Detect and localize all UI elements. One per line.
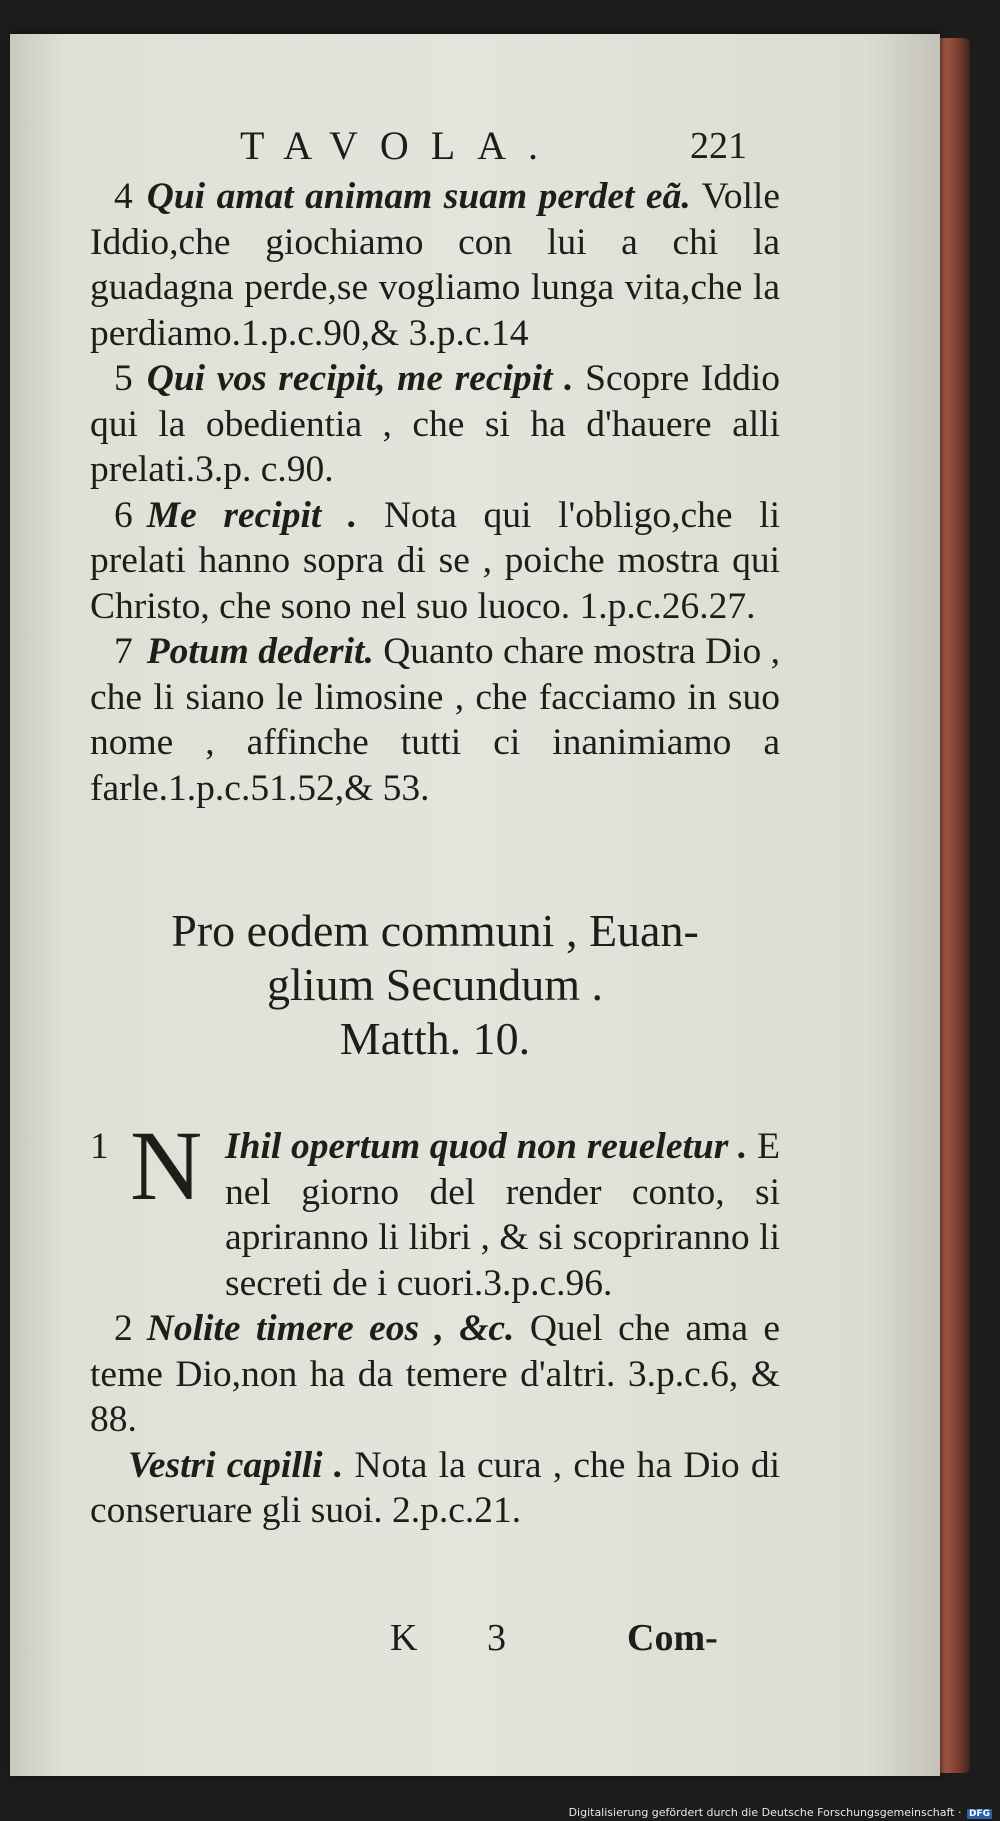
- page-footer: [10, 1616, 940, 1666]
- entry-text: Quel che ama e teme Dio,non ha da temere d'altri. 3.p.c.6, & 88.: [90, 1308, 780, 1440]
- entry-number: 7: [114, 631, 133, 672]
- heading-line: Matth. 10.: [339, 1013, 531, 1064]
- latin-quote: Me recipit .: [146, 494, 358, 536]
- section-heading: [70, 904, 800, 1066]
- entry-number: 2: [114, 1308, 133, 1349]
- latin-quote: Qui vos recipit, me recipit .: [146, 358, 574, 399]
- drop-capital: N: [130, 1110, 203, 1221]
- latin-quote: Ihil opertum quod non reueletur .: [225, 1126, 748, 1167]
- index-entry: [90, 493, 780, 630]
- latin-quote: Vestri capilli .: [128, 1444, 344, 1486]
- index-entries-bottom: [90, 1110, 781, 1534]
- signature-mark: K 3: [390, 1617, 536, 1659]
- entry-text: E nel giorno del render conto, si apriranno li libri , & si scopriranno li secreti de i cuori.3.p.c.96.: [225, 1126, 780, 1304]
- entry-text: Nota la cura , che ha Dio di conseruare gli suoi. 2.p.c.21.: [90, 1444, 781, 1531]
- catchword: Com-: [627, 1617, 718, 1659]
- index-entry: [90, 629, 780, 811]
- entry-text: Quanto chare mostra Dio , che li siano le limosine , che facciamo in suo nome , affinche tutti ci inanimiamo a farle.1.p.c.51.52,& 53.: [90, 631, 780, 809]
- running-title: TAVOLA.: [240, 123, 561, 168]
- entry-number: 4: [114, 176, 133, 217]
- heading-line: Pro eodem communi , Euan-: [171, 905, 699, 956]
- dfg-logo-icon: DFG: [968, 1809, 990, 1819]
- running-header: [10, 122, 940, 172]
- index-entries-top: [90, 174, 780, 811]
- entry-text: Nota qui l'obligo,che li prelati hanno sopra di se , poiche mostra qui Christo, che sono nel suo luoco. 1.p.c.26.27.: [90, 494, 780, 627]
- book-page: [10, 34, 940, 1776]
- heading-line: glium Secundum .: [266, 959, 604, 1010]
- page-number: 221: [690, 125, 747, 167]
- latin-quote: Nolite timere eos , &c.: [146, 1308, 515, 1349]
- index-entry: [90, 356, 780, 493]
- credit-text: Digitalisierung gefördert durch die Deutsche Forschungsgemeinschaft ·: [568, 1806, 962, 1819]
- entry-text: Volle Iddio,che giochiamo con lui a chi la guadagna perde,se vogliamo lunga vita,che la perdiamo.1.p.c.90,& 3.p.c.14: [90, 176, 780, 354]
- entry-number: 5: [114, 358, 133, 399]
- index-entry: [90, 1110, 780, 1306]
- entry-number: 6: [114, 494, 133, 536]
- index-entry: [90, 1306, 780, 1443]
- index-entry: [90, 1443, 780, 1534]
- latin-quote: Potum dederit.: [146, 631, 374, 672]
- index-entry: [90, 174, 780, 356]
- digitization-credit: [569, 1806, 992, 1819]
- entry-number: 1: [90, 1126, 109, 1167]
- latin-quote: Qui amat animam suam perdet eã.: [146, 176, 691, 217]
- entry-text: Scopre Iddio qui la obedientia , che si ha d'hauere alli prelati.3.p. c.90.: [90, 358, 780, 490]
